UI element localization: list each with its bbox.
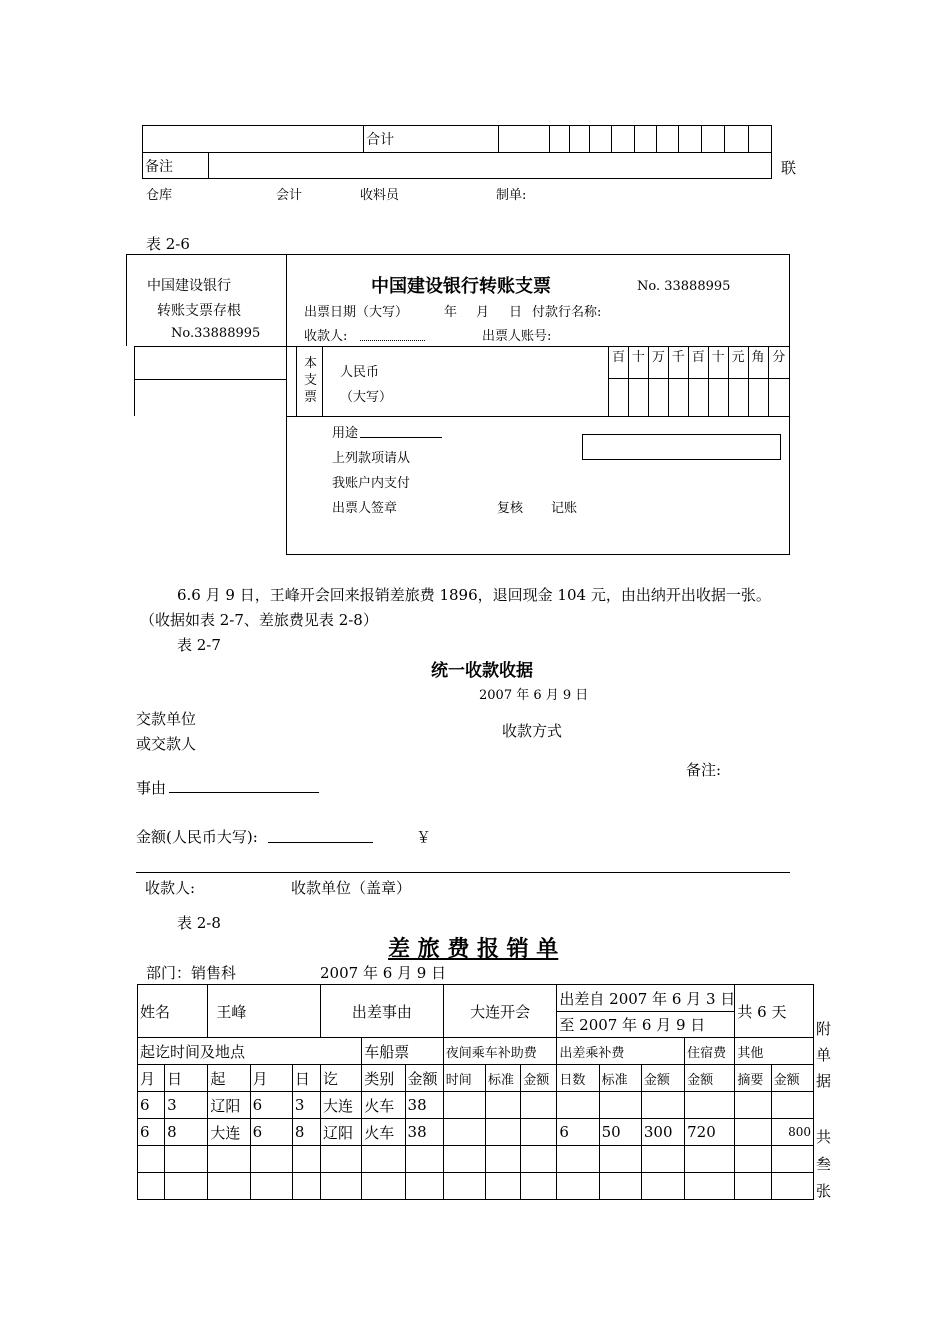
check-title: 中国建设银行转账支票 <box>371 276 551 297</box>
remark-label: 备注 <box>143 153 209 179</box>
side-char: 单 <box>816 1046 832 1064</box>
side-char: 张 <box>816 1182 832 1200</box>
total-days: 共 6 天 <box>735 985 814 1038</box>
table-cell <box>771 1092 813 1119</box>
col-header: 标准 <box>599 1065 641 1092</box>
table-cell: 38 <box>405 1092 443 1119</box>
col-header: 金额 <box>405 1065 443 1092</box>
table-cell <box>165 1146 208 1173</box>
digit-head: 万 <box>648 346 668 378</box>
side-char: 共 <box>816 1128 832 1146</box>
account-label: 出票人账号: <box>482 329 552 344</box>
table-cell <box>599 1092 641 1119</box>
group-header: 住宿费 <box>685 1038 735 1065</box>
pay-line-2: 我账户内支付 <box>332 476 411 491</box>
table-cell <box>735 1092 771 1119</box>
ben-zhi-piao <box>304 355 318 406</box>
table-row <box>138 1119 814 1146</box>
table-cell <box>771 1146 813 1173</box>
table-cell <box>521 1092 557 1119</box>
purpose-label: 用途 <box>332 426 359 441</box>
table-row <box>138 1092 814 1119</box>
col-header: 讫 <box>321 1065 362 1092</box>
digit-head: 十 <box>708 346 728 378</box>
table-cell <box>557 1173 599 1200</box>
table-cell <box>685 1146 735 1173</box>
name-value: 王峰 <box>208 985 321 1038</box>
table-cell: 8 <box>165 1119 208 1146</box>
digit-head: 角 <box>748 346 768 378</box>
col-header: 标准 <box>485 1065 520 1092</box>
payer-line-2: 或交款人 <box>136 735 197 753</box>
table-cell <box>250 1146 292 1173</box>
method-label: 收款方式 <box>502 722 563 740</box>
year-label: 年 <box>444 305 458 320</box>
side-char: 据 <box>816 1072 832 1090</box>
digit-head: 元 <box>728 346 748 378</box>
side-note-bottom <box>816 1124 831 1205</box>
col-header: 起 <box>208 1065 250 1092</box>
table-cell <box>485 1146 520 1173</box>
table-cell <box>443 1119 485 1146</box>
side-char: 附 <box>816 1020 832 1038</box>
para-6-line-2: （收据如表 2-7、差旅费见表 2-8） <box>140 611 378 629</box>
month-label: 月 <box>476 305 490 320</box>
col-header: 金额 <box>685 1065 735 1092</box>
copy-label: 联 <box>781 159 797 177</box>
name-label: 姓名 <box>138 985 208 1038</box>
col-header: 月 <box>138 1065 165 1092</box>
reason-label: 事由 <box>136 779 167 797</box>
table-cell <box>362 1146 405 1173</box>
table-cell <box>165 1173 208 1200</box>
reason-value: 大连开会 <box>443 985 557 1038</box>
table-cell <box>557 1092 599 1119</box>
daxie-label: （大写） <box>340 390 393 405</box>
expense-rows <box>138 1092 814 1200</box>
table-cell <box>599 1173 641 1200</box>
stub-no: No.33888995 <box>171 326 261 341</box>
signer-label: 出票人签章 <box>332 501 398 516</box>
table-row <box>138 1173 814 1200</box>
table-cell: 8 <box>292 1119 320 1146</box>
table-cell <box>443 1146 485 1173</box>
digit-head: 分 <box>768 346 789 378</box>
table-cell <box>405 1146 443 1173</box>
stub-bank: 中国建设银行 <box>147 278 231 294</box>
table-cell: 6 <box>250 1092 292 1119</box>
dept-label: 部门：销售科 <box>146 964 237 982</box>
table-cell <box>292 1146 320 1173</box>
total-label: 合计 <box>364 126 499 153</box>
digit-head: 十 <box>628 346 648 378</box>
table-cell: 火车 <box>362 1092 405 1119</box>
side-note-top <box>816 1016 831 1094</box>
payer-line-1: 交款单位 <box>136 710 197 728</box>
table-cell <box>641 1092 684 1119</box>
receiver-label: 收款人: <box>145 879 196 897</box>
table-cell: 300 <box>641 1119 684 1146</box>
table-cell: 50 <box>599 1119 641 1146</box>
table-cell <box>735 1173 771 1200</box>
table-cell <box>138 1146 165 1173</box>
bookkeep-label: 记账 <box>551 501 578 516</box>
digit-head: 百 <box>688 346 708 378</box>
expense-table <box>137 984 814 1200</box>
table-cell <box>405 1173 443 1200</box>
table-cell <box>485 1173 520 1200</box>
table-cell <box>521 1119 557 1146</box>
digit-head: 百 <box>609 346 629 378</box>
payee-line <box>360 340 425 341</box>
ben-char: 本 <box>304 356 318 371</box>
digit-grid <box>608 346 789 417</box>
sig-accountant: 会计 <box>276 188 303 203</box>
review-label: 复核 <box>497 501 524 516</box>
stub-type: 转账支票存根 <box>157 303 241 319</box>
total-table <box>142 125 772 153</box>
table-cell <box>521 1173 557 1200</box>
payee-label: 收款人: <box>304 329 348 344</box>
table-row <box>138 1146 814 1173</box>
caption-2-7: 表 2-7 <box>177 636 221 654</box>
remark-table <box>142 152 772 179</box>
para-6-line-1: 6.6 月 9 日，王峰开会回来报销差旅费 1896，退回现金 104 元，由出纳开出收据一张。 <box>177 586 771 604</box>
receiving-unit-label: 收款单位（盖章） <box>291 879 412 897</box>
table-cell <box>485 1092 520 1119</box>
table-cell <box>641 1173 684 1200</box>
col-header: 日 <box>165 1065 208 1092</box>
table-cell <box>250 1173 292 1200</box>
piao-char: 票 <box>304 390 318 405</box>
receipt-remark: 备注: <box>686 761 722 779</box>
table-cell <box>443 1092 485 1119</box>
sig-warehouse: 仓库 <box>146 188 173 203</box>
pay-line-1: 上列款项请从 <box>332 451 411 466</box>
sig-maker: 制单: <box>496 188 527 203</box>
table-cell <box>208 1146 250 1173</box>
table-cell <box>138 1173 165 1200</box>
table-cell <box>292 1173 320 1200</box>
day-label: 日 <box>509 305 523 320</box>
caption-2-8: 表 2-8 <box>177 914 221 932</box>
col-header: 摘要 <box>735 1065 771 1092</box>
table-cell <box>321 1146 362 1173</box>
table-cell <box>521 1146 557 1173</box>
zhi-char: 支 <box>304 373 318 388</box>
table-cell: 38 <box>405 1119 443 1146</box>
table-cell <box>557 1146 599 1173</box>
col-header: 时间 <box>443 1065 485 1092</box>
receipt-date: 2007 年 6 月 9 日 <box>479 688 589 703</box>
rmb-label: 人民币 <box>340 365 380 380</box>
check-no: No. 33888995 <box>637 279 731 294</box>
sig-receiver: 收料员 <box>360 188 400 203</box>
col-header: 金额 <box>521 1065 557 1092</box>
table-cell: 6 <box>250 1119 292 1146</box>
table-cell <box>771 1173 813 1200</box>
col-header: 日数 <box>557 1065 599 1092</box>
table-cell: 6 <box>138 1119 165 1146</box>
table-cell: 3 <box>165 1092 208 1119</box>
table-cell: 6 <box>138 1092 165 1119</box>
table-cell <box>321 1173 362 1200</box>
table-cell <box>685 1092 735 1119</box>
table-cell <box>735 1119 771 1146</box>
col-header: 金额 <box>641 1065 684 1092</box>
col-header: 月 <box>250 1065 292 1092</box>
table-cell: 3 <box>292 1092 320 1119</box>
table-cell <box>641 1146 684 1173</box>
amount-label: 金额(人民币大写): <box>136 828 258 846</box>
table-cell: 720 <box>685 1119 735 1146</box>
side-char: 叁 <box>816 1155 832 1173</box>
yen-sign: ￥ <box>416 828 432 846</box>
table-cell <box>362 1173 405 1200</box>
date-label: 出票日期（大写） <box>304 305 409 320</box>
group-header: 其他 <box>735 1038 814 1065</box>
trip-to: 至 2007 年 6 月 9 日 <box>557 1012 735 1038</box>
reason-label: 出差事由 <box>321 985 444 1038</box>
table-cell: 辽阳 <box>321 1119 362 1146</box>
bank-name-label: 付款行名称: <box>532 305 602 320</box>
amount-box <box>582 434 781 460</box>
group-header: 出差乘补费 <box>557 1038 685 1065</box>
expense-date: 2007 年 6 月 9 日 <box>320 964 447 982</box>
col-header: 日 <box>292 1065 320 1092</box>
digit-head: 千 <box>668 346 688 378</box>
col-header: 金额 <box>771 1065 813 1092</box>
receipt-title: 统一收款收据 <box>431 661 533 681</box>
group-header: 起讫时间及地点 <box>138 1038 362 1065</box>
group-header: 夜间乘车补助费 <box>443 1038 557 1065</box>
table-cell <box>443 1173 485 1200</box>
caption-2-6: 表 2-6 <box>146 235 190 253</box>
trip-from: 出差自 2007 年 6 月 3 日 <box>557 985 735 1012</box>
col-header: 类别 <box>362 1065 405 1092</box>
table-cell <box>485 1119 520 1146</box>
table-cell: 辽阳 <box>208 1092 250 1119</box>
table-cell: 800 <box>771 1119 813 1146</box>
table-cell: 大连 <box>208 1119 250 1146</box>
table-cell <box>735 1146 771 1173</box>
table-cell <box>685 1173 735 1200</box>
table-cell <box>599 1146 641 1173</box>
expense-title: 差 旅 费 报 销 单 <box>388 936 559 962</box>
group-header: 车船票 <box>362 1038 443 1065</box>
table-cell: 大连 <box>321 1092 362 1119</box>
table-cell: 火车 <box>362 1119 405 1146</box>
table-cell: 6 <box>557 1119 599 1146</box>
table-cell <box>208 1173 250 1200</box>
